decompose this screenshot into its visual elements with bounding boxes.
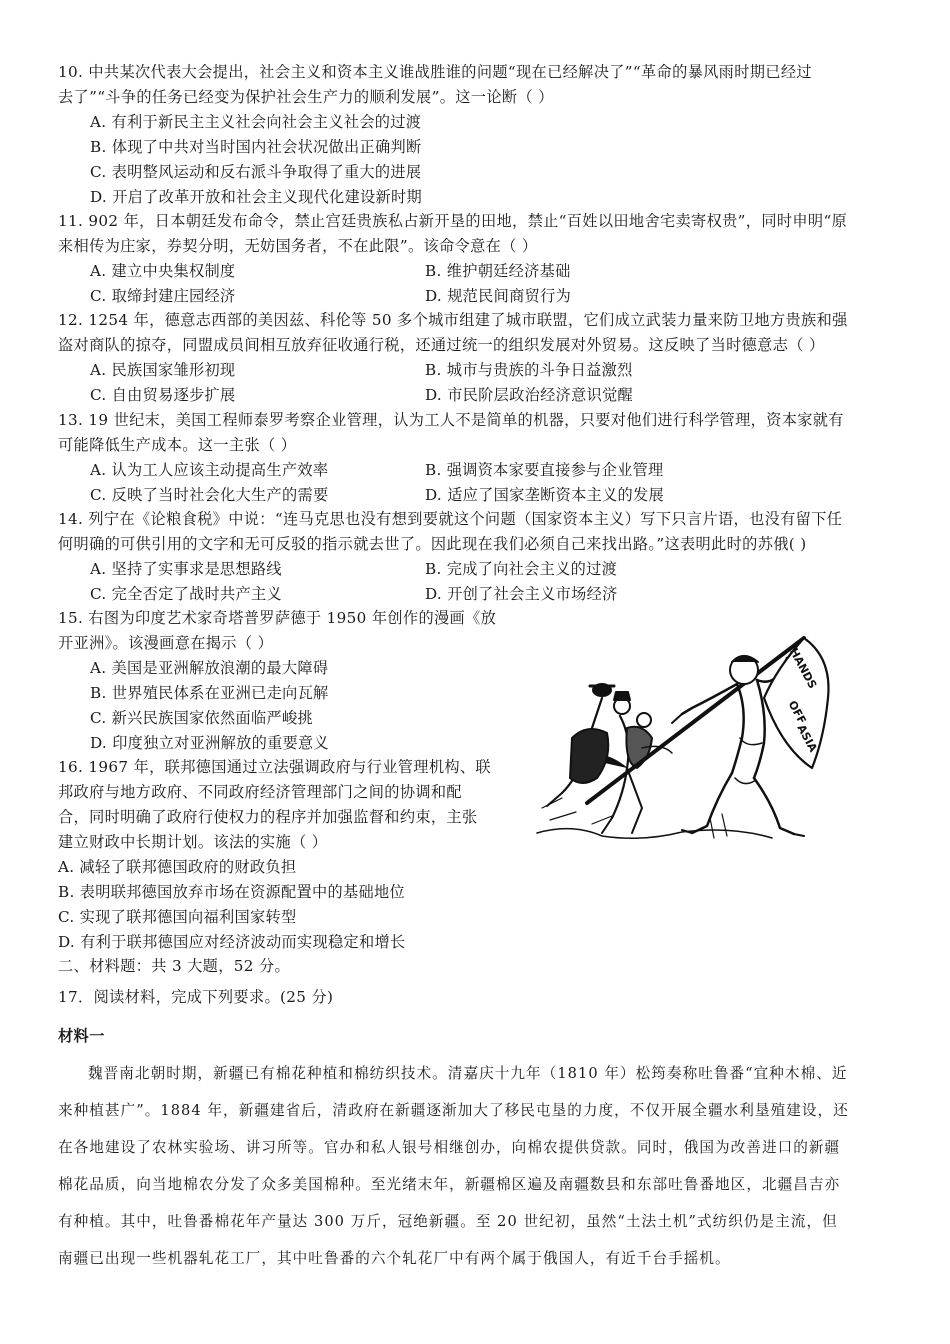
material-1-line-3: 在各地建设了农林实验场、讲习所等。官办和私人银号相继创办，向棉农提供贷款。同时，俄国为改善进口的新疆 bbox=[58, 1139, 841, 1156]
q14-option-d[interactable]: D. 开创了社会主义市场经济 bbox=[425, 585, 618, 603]
q12-option-d[interactable]: D. 市民阶层政治经济意识觉醒 bbox=[425, 386, 634, 404]
q10-option-d[interactable]: D. 开启了改革开放和社会主义现代化建设新时期 bbox=[90, 188, 422, 206]
q10-option-a[interactable]: A. 有利于新民主主义社会向社会主义社会的过渡 bbox=[90, 113, 422, 131]
q12-stem-line-1: 12. 1254 年，德意志西部的美因兹、科伦等 50 多个城市组建了城市联盟，它们成立武装力量来防卫地方贵族和强 bbox=[58, 311, 848, 329]
q13-stem-line-2: 可能降低生产成本。这一主张（ ） bbox=[58, 436, 297, 454]
crowd-figures bbox=[547, 684, 672, 833]
q13-option-a[interactable]: A. 认为工人应该主动提高生产效率 bbox=[90, 461, 329, 479]
q16-stem-line-4: 建立财政中长期计划。该法的实施（ ） bbox=[58, 833, 328, 851]
material-1-line-4: 棉花品质，向当地棉农分发了众多美国棉种。至光绪末年，新疆棉区遍及南疆数县和东部吐鲁番地区，北疆昌吉亦 bbox=[58, 1176, 841, 1193]
q12-option-c[interactable]: C. 自由贸易逐步扩展 bbox=[90, 386, 236, 404]
q14-stem-line-2: 何明确的可供引用的文字和无可反驳的指示就去世了。因此现在我们必须自己来找出路。”这表明此时的苏俄( ) bbox=[58, 535, 807, 553]
q14-option-a[interactable]: A. 坚持了实事求是思想路线 bbox=[90, 560, 282, 578]
flag-text-asia: ASIA bbox=[794, 722, 820, 755]
q10-option-b[interactable]: B. 体现了中共对当时国内社会状况做出正确判断 bbox=[90, 138, 422, 156]
material-1-line-2: 来种植甚广”。1884 年，新疆建省后，清政府在新疆逐渐加大了移民屯垦的力度，不仅开展全疆水利垦殖建设，还 bbox=[58, 1102, 849, 1119]
q16-option-a[interactable]: A. 减轻了联邦德国政府的财政负担 bbox=[58, 858, 297, 876]
flag-pole bbox=[587, 638, 804, 803]
q15-option-d[interactable]: D. 印度独立对亚洲解放的重要意义 bbox=[90, 734, 330, 752]
q13-option-c[interactable]: C. 反映了当时社会化大生产的需要 bbox=[90, 486, 329, 504]
q14-option-c[interactable]: C. 完全否定了战时共产主义 bbox=[90, 585, 282, 603]
q15-option-c[interactable]: C. 新兴民族国家依然面临严峻挑 bbox=[90, 709, 313, 727]
hands-off-asia-cartoon bbox=[532, 628, 832, 846]
q15-option-b[interactable]: B. 世界殖民体系在亚洲已走向瓦解 bbox=[90, 684, 329, 702]
q15-stem-line-2: 开亚洲》。该漫画意在揭示（ ） bbox=[58, 634, 274, 652]
q16-option-b[interactable]: B. 表明联邦德国放弃市场在资源配置中的基础地位 bbox=[58, 883, 405, 901]
q14-option-b[interactable]: B. 完成了向社会主义的过渡 bbox=[425, 560, 618, 578]
q11-option-c[interactable]: C. 取缔封建庄园经济 bbox=[90, 287, 236, 305]
q15-option-a[interactable]: A. 美国是亚洲解放浪潮的最大障碍 bbox=[90, 659, 329, 677]
q13-option-d[interactable]: D. 适应了国家垄断资本主义的发展 bbox=[425, 486, 665, 504]
q16-option-c[interactable]: C. 实现了联邦德国向福利国家转型 bbox=[58, 908, 297, 926]
material-1-line-6: 南疆已出现一些机器轧花工厂，其中吐鲁番的六个轧花厂中有两个属于俄国人，有近千台手摇机。 bbox=[58, 1250, 731, 1267]
q10-stem-line-1: 10. 中共某次代表大会提出，社会主义和资本主义谁战胜谁的问题“现在已经解决了”“革命的暴风雨时期已经过 bbox=[58, 63, 812, 81]
q16-stem-line-1: 16. 1967 年，联邦德国通过立法强调政府与行业管理机构、联 bbox=[58, 758, 491, 776]
flag-text-off: OFF bbox=[785, 698, 809, 727]
q16-stem-line-2: 邦政府与地方政府、不同政府经济管理部门之间的协调和配 bbox=[58, 783, 462, 801]
q11-stem-line-1: 11. 902 年，日本朝廷发布命令，禁止宫廷贵族私占新开垦的田地，禁止“百姓以田地舍宅卖寄权贵”，同时申明“原 bbox=[58, 212, 848, 230]
q17-prompt: 17．阅读材料，完成下列要求。(25 分) bbox=[58, 988, 334, 1006]
q13-stem-line-1: 13. 19 世纪末，美国工程师泰罗考察企业管理，认为工人不是简单的机器，只要对他们进行科学管理，资本家就有 bbox=[58, 411, 844, 429]
section-2-heading: 二、材料题：共 3 大题，52 分。 bbox=[58, 957, 291, 975]
q11-option-b[interactable]: B. 维护朝廷经济基础 bbox=[425, 262, 571, 280]
q12-option-b[interactable]: B. 城市与贵族的斗争日益激烈 bbox=[425, 361, 633, 379]
q10-option-c[interactable]: C. 表明整风运动和反右派斗争取得了重大的进展 bbox=[90, 163, 422, 181]
q11-option-d[interactable]: D. 规范民间商贸行为 bbox=[425, 287, 572, 305]
flag-text-hands: HANDS bbox=[787, 645, 820, 691]
q12-option-a[interactable]: A. 民族国家雏形初现 bbox=[90, 361, 236, 379]
q10-stem-line-2: 去了”“斗争的任务已经变为保护社会生产力的顺利发展”。这一论断（ ） bbox=[58, 88, 554, 106]
q15-stem-line-1: 15. 右图为印度艺术家奇塔普罗萨德于 1950 年创作的漫画《放 bbox=[58, 609, 497, 627]
q16-option-d[interactable]: D. 有利于联邦德国应对经济波动而实现稳定和增长 bbox=[58, 933, 406, 951]
q11-stem-line-2: 来相传为庄家，券契分明，无妨国务者，不在此限”。该命令意在（ ） bbox=[58, 237, 538, 255]
q14-stem-line-1: 14. 列宁在《论粮食税》中说：“连马克思也没有想到要就这个问题（国家资本主义）写下只言片语，也没有留下任 bbox=[58, 510, 843, 528]
material-1-title: 材料一 bbox=[58, 1027, 105, 1045]
q13-option-b[interactable]: B. 强调资本家要直接参与企业管理 bbox=[425, 461, 664, 479]
material-1-line-1: 魏晋南北朝时期，新疆已有棉花种植和棉纺织技术。清嘉庆十九年（1810 年）松筠奏称吐鲁番“宜种木棉、近 bbox=[88, 1065, 848, 1082]
q11-option-a[interactable]: A. 建立中央集权制度 bbox=[90, 262, 236, 280]
q12-stem-line-2: 盗对商队的掠夺，同盟成员间相互放弃征收通行税，还通过统一的组织发展对外贸易。这反映了当时德意志（ ） bbox=[58, 336, 825, 354]
material-1-line-5: 有种植。其中，吐鲁番棉花年产量达 300 万斤，冠绝新疆。至 20 世纪初，虽然“土法土机”式纺织仍是主流，但 bbox=[58, 1213, 838, 1230]
q16-stem-line-3: 合，同时明确了政府行使权力的程序并加强监督和约束，主张 bbox=[58, 808, 478, 826]
